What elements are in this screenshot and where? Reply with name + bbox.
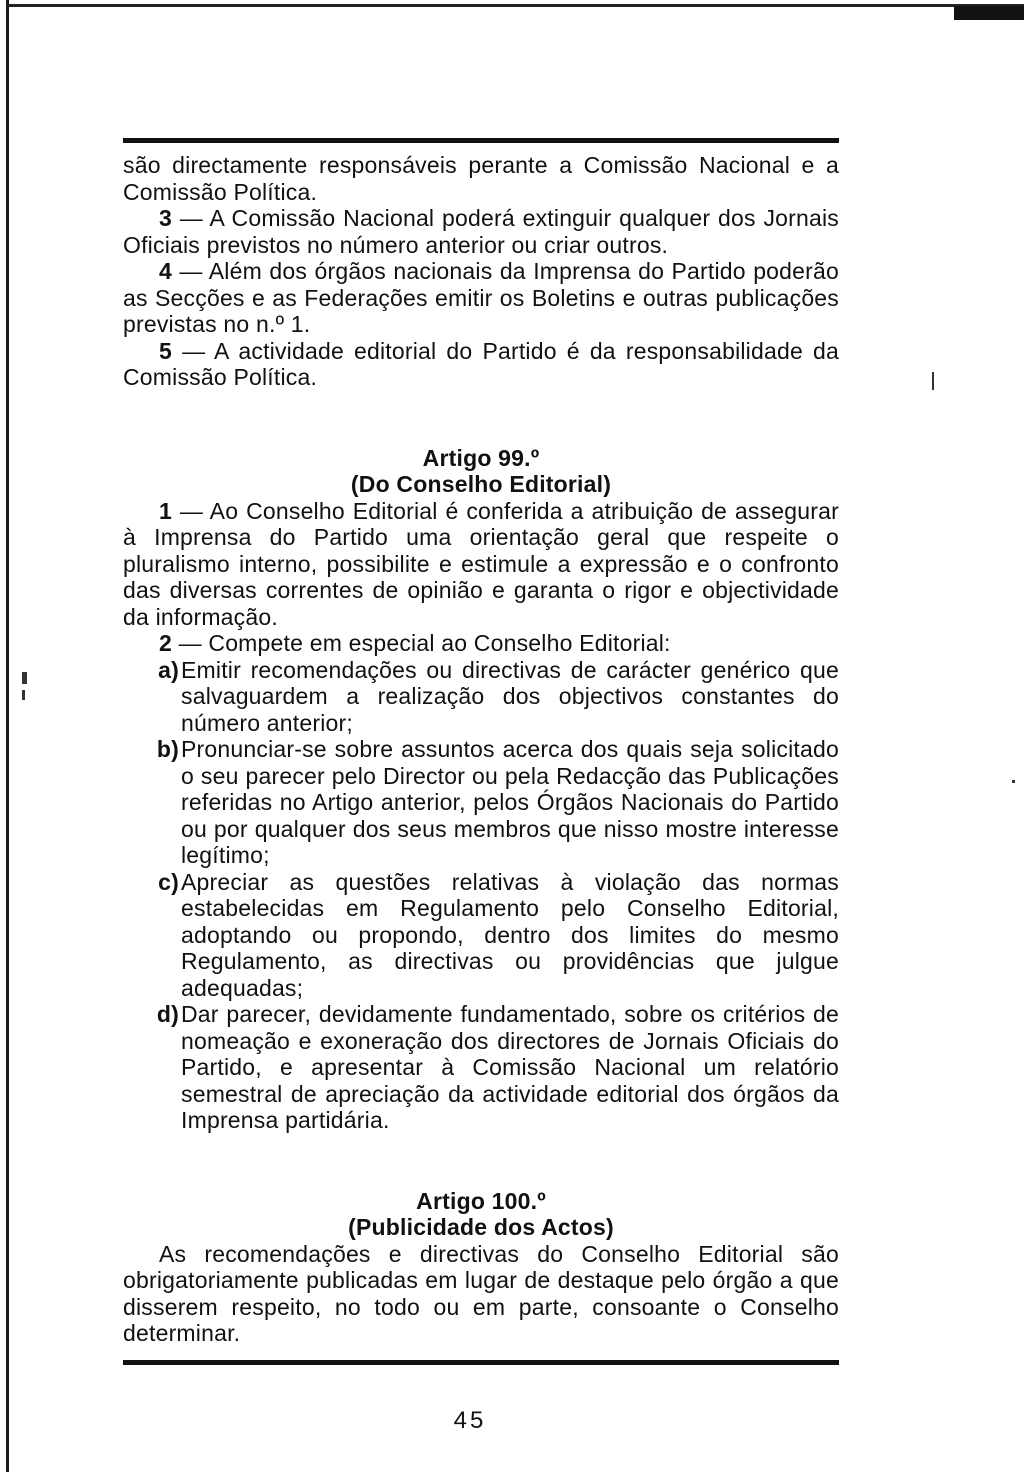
article-98-item-4 — [123, 258, 839, 338]
list-item-c — [123, 869, 839, 1002]
list-item-text: Emitir recomendações ou directivas de carácter genérico que salvaguardem a realização dos objectivos constantes do número anterior; — [181, 656, 839, 736]
list-item-d — [123, 1001, 839, 1134]
list-item-text: Dar parecer, devidamente fundamentado, sobre os critérios de nomeação e exoneração dos directores de Jornais Oficiais do Partido, e apresentar à Comissão Nacional um relatório semestral de apreciação da actividade editorial dos órgãos da Imprensa partidária. — [181, 1001, 839, 1133]
page-number: 45 — [453, 1407, 487, 1434]
scan-top-edge — [6, 4, 1024, 7]
paragraph-text: — Compete em especial ao Conselho Editorial: — [178, 630, 671, 656]
article-98-item-3 — [123, 205, 839, 258]
article-99-paragraph-2 — [123, 630, 839, 657]
paragraph-text: — Ao Conselho Editorial é conferida a atribuição de assegurar à Imprensa do Partido uma orientação geral que respeite o pluralismo interno, possibilite e estimule a expressão e o confronto das diversas correntes de opinião e garanta o rigor e objectividade da informação. — [123, 497, 839, 630]
list-item-label: d) — [156, 1001, 179, 1027]
item-number: 3 — [159, 205, 172, 231]
continuation-paragraph: são directamente responsáveis perante a Comissão Nacional e a Comissão Política. — [123, 152, 839, 205]
article-99-title: Artigo 99.º — [422, 444, 540, 471]
paragraph-number: 2 — [159, 630, 172, 656]
scan-left-edge — [6, 0, 9, 1472]
article-100-title: Artigo 100.º — [416, 1187, 546, 1214]
item-text: — A Comissão Nacional poderá extinguir qualquer dos Jornais Oficiais previstos no número anterior ou criar outros. — [123, 205, 839, 258]
item-number: 4 — [159, 258, 172, 284]
scan-corner-mark — [954, 6, 1024, 20]
article-99-paragraph-1 — [123, 498, 839, 631]
article-98-item-5 — [123, 338, 839, 391]
page-content — [123, 152, 839, 1347]
list-item-label: b) — [156, 736, 179, 762]
scan-speck — [22, 672, 27, 684]
item-text: — A actividade editorial do Partido é da responsabilidade da Comissão Política. — [123, 337, 839, 390]
scan-speck — [932, 372, 934, 390]
article-100-subtitle: (Publicidade dos Actos) — [348, 1214, 614, 1240]
list-item-label: c) — [158, 868, 179, 895]
scan-speck — [22, 690, 25, 700]
list-item-b — [123, 736, 839, 869]
list-item-label: a) — [158, 656, 179, 683]
item-text: — Além dos órgãos nacionais da Imprensa do Partido poderão as Secções e as Federações emitir os Boletins e outras publicações previstas no n.º 1. — [123, 258, 839, 337]
list-item-a — [123, 657, 839, 737]
bottom-rule — [123, 1360, 839, 1365]
paragraph-number: 1 — [159, 497, 172, 524]
article-100-paragraph: As recomendações e directivas do Conselho Editorial são obrigatoriamente publicadas em lugar de destaque pelo órgão a que disserem respeito, no todo ou em parte, consoante o Conselho determinar. — [123, 1240, 839, 1346]
article-99-subtitle: (Do Conselho Editorial) — [350, 471, 612, 497]
item-number: 5 — [159, 337, 172, 364]
list-item-text: Pronunciar-se sobre assuntos acerca dos quais seja solicitado o seu parecer pelo Director ou pela Redacção das Publicações referidas no Artigo anterior, pelos Órgãos Nacionais do Partido ou por qualquer dos seus membros que nisso mostre interesse legítimo; — [181, 736, 839, 868]
scan-speck — [1012, 780, 1015, 783]
top-rule — [123, 138, 839, 143]
list-item-text: Apreciar as questões relativas à violação das normas estabelecidas em Regulamento pelo Conselho Editorial, adoptando ou propondo, dentro dos limites do mesmo Regulamento, as directivas ou providências que julgue adequadas; — [181, 868, 839, 1001]
